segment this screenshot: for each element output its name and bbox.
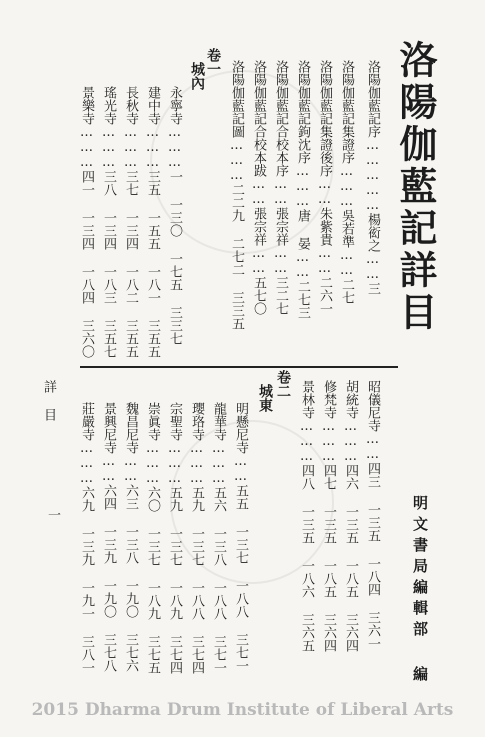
vol2-entry: 宗聖寺………五九 一三七 一八九 三七四 xyxy=(167,402,182,674)
vol2-entry: 莊嚴寺………六九 一三九 一九一 三八一 xyxy=(79,402,94,674)
vol1-entry: 建中寺………三五 一五五 一八一 三五五 xyxy=(145,86,160,358)
vol1-entry: 永寧寺………一 一三〇 一七五 三三七 xyxy=(167,86,182,345)
vol2-entry: 崇眞寺………六〇 一三七 一八九 三七五 xyxy=(145,402,160,674)
front-matter-entry: 洛陽伽藍記序……………楊衒之……三 xyxy=(365,60,380,295)
volume-label: 卷一 xyxy=(205,48,221,76)
watermark-text: 2015 Dharma Drum Institute of Liberal Arts xyxy=(31,700,454,720)
front-matter-entry: 洛陽伽藍記集證序………吳若準……二七 xyxy=(339,60,354,304)
publisher: 明文書局編輯部 編 xyxy=(411,495,429,687)
volume-subtitle: 城東 xyxy=(257,384,273,412)
vol2-entry: 景林寺………四八 一三五 一八六 三六五 xyxy=(299,380,314,652)
vol2-entry: 明懸尼寺……五五 一三七 一八八 三七一 xyxy=(233,402,248,672)
vol2-entry: 昭儀尼寺……四三 一三五 一八四 三六一 xyxy=(365,380,380,650)
vol2-entry: 修梵寺………四七 一三五 一八五 三六四 xyxy=(321,380,336,652)
page-number: 一 xyxy=(45,508,60,521)
margin-label-detail: 詳 目 xyxy=(41,380,56,421)
vol1-entry: 瑤光寺………三八 一三四 一八三 三五七 xyxy=(101,86,116,358)
vol1-entry: 長秋寺………三七 一三四 一八二 三五五 xyxy=(123,86,138,358)
front-matter-entry: 洛陽伽藍記圖………二二九 二七二 三三五 xyxy=(229,60,244,330)
vol2-entry: 瓔珞寺………五九 一三七 一八八 三七四 xyxy=(189,402,204,674)
volume-subtitle: 城內 xyxy=(189,62,205,90)
front-matter-entry: 洛陽伽藍記鉤沈序………唐 晏……二七三 xyxy=(295,60,310,319)
book-title: 洛陽伽藍記詳目 xyxy=(393,40,438,334)
volume-label: 卷二 xyxy=(275,370,291,398)
vol2-entry: 魏昌尼寺……六三 一三八 一九〇 三七六 xyxy=(123,402,138,672)
vol2-entry: 龍華寺………五六 一三八 一八八 三七一 xyxy=(211,402,226,674)
front-matter-entry: 洛陽伽藍記合校本序……張宗祥……三二七 xyxy=(273,60,288,315)
vol2-entry: 景興尼寺……六四 一三九 一九〇 三七八 xyxy=(101,402,116,672)
vol1-entry: 景樂寺………四一 一三四 一八四 三六〇 xyxy=(79,86,94,358)
divider-rule xyxy=(80,366,398,368)
front-matter-entry: 洛陽伽藍記集證後序……朱紫貴……二六一 xyxy=(317,60,332,315)
front-matter-entry: 洛陽伽藍記合校本跋……張宗祥……五七〇 xyxy=(251,60,266,315)
vol2-entry: 胡統寺………四六 一三五 一八五 三六四 xyxy=(343,380,358,652)
